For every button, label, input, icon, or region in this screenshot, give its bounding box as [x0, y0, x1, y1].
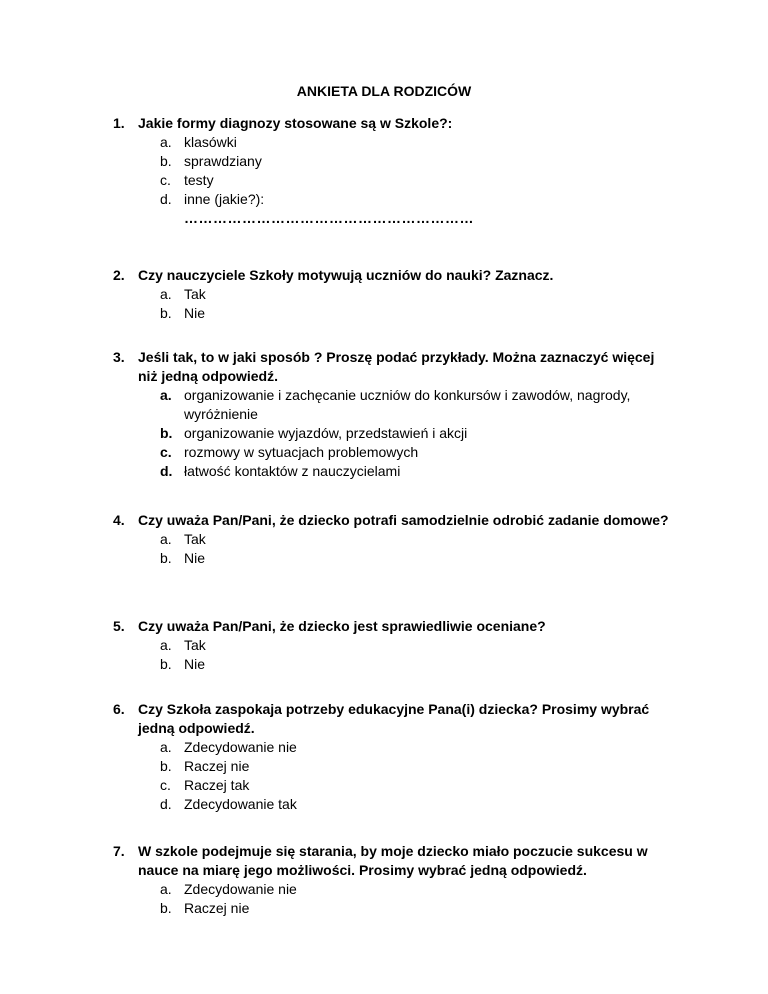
question-2 [113, 266, 673, 323]
question-6 [113, 700, 673, 814]
question-7 [113, 842, 673, 918]
option-b: b. sprawdziany [160, 153, 262, 169]
option-c: c. Raczej tak [160, 777, 250, 793]
question-4 [113, 511, 673, 568]
question-text: Czy nauczyciele Szkoły motywują uczniów do nauki? Zaznacz. [138, 267, 554, 283]
option-c: c. rozmowy w sytuacjach problemowych [160, 444, 419, 460]
option-a: a. organizowanie i zachęcanie uczniów do konkursów i zawodów, nagrody, wyróżnienie [160, 387, 631, 422]
question-text: Czy uważa Pan/Pani, że dziecko potrafi samodzielnie odrobić zadanie domowe? [138, 512, 669, 528]
option-b: b. Raczej nie [160, 758, 250, 774]
option-a: a. Zdecydowanie nie [160, 881, 297, 897]
option-b: b. Nie [160, 550, 206, 566]
option-b: b. Nie [160, 656, 206, 672]
question-text: W szkole podejmuje się starania, by moje dziecko miało poczucie sukcesu w nauce na miarę jego możliwości. Prosimy wybrać jedną odpowiedź. [138, 843, 648, 878]
question-1 [113, 114, 673, 228]
question-5 [113, 617, 673, 674]
question-number: 7. [113, 843, 125, 859]
option-a: a. klasówki [160, 134, 237, 150]
question-number: 1. [113, 115, 125, 131]
question-text: Czy Szkoła zaspokaja potrzeby edukacyjne Pana(i) dziecka? Prosimy wybrać jedną odpowiedź. [138, 701, 650, 736]
option-a: a. Tak [160, 531, 206, 547]
question-text: Jeśli tak, to w jaki sposób ? Proszę podać przykłady. Można zaznaczyć więcej niż jedną odpowiedź. [138, 349, 655, 384]
question-number: 2. [113, 267, 125, 283]
question-number: 5. [113, 618, 125, 634]
option-b: b. Raczej nie [160, 900, 250, 916]
option-b: b. Nie [160, 305, 206, 321]
option-a: a. Tak [160, 286, 206, 302]
option-b: b. organizowanie wyjazdów, przedstawień i akcji [160, 425, 468, 441]
question-number: 3. [113, 349, 125, 365]
question-text: Czy uważa Pan/Pani, że dziecko jest sprawiedliwie oceniane? [138, 618, 546, 634]
question-number: 4. [113, 512, 125, 528]
option-a: a. Tak [160, 637, 206, 653]
option-d: d. inne (jakie?): [160, 191, 265, 207]
question-number: 6. [113, 701, 125, 717]
option-a: a. Zdecydowanie nie [160, 739, 297, 755]
answer-line: …………………………………………………… [184, 210, 474, 226]
question-text: Jakie formy diagnozy stosowane są w Szkole?: [138, 115, 453, 131]
option-c: c. testy [160, 172, 214, 188]
option-d: d. Zdecydowanie tak [160, 796, 297, 812]
option-d: d. łatwość kontaktów z nauczycielami [160, 463, 401, 479]
page-title: ANKIETA DLA RODZICÓW [296, 83, 472, 99]
question-3 [113, 348, 673, 481]
